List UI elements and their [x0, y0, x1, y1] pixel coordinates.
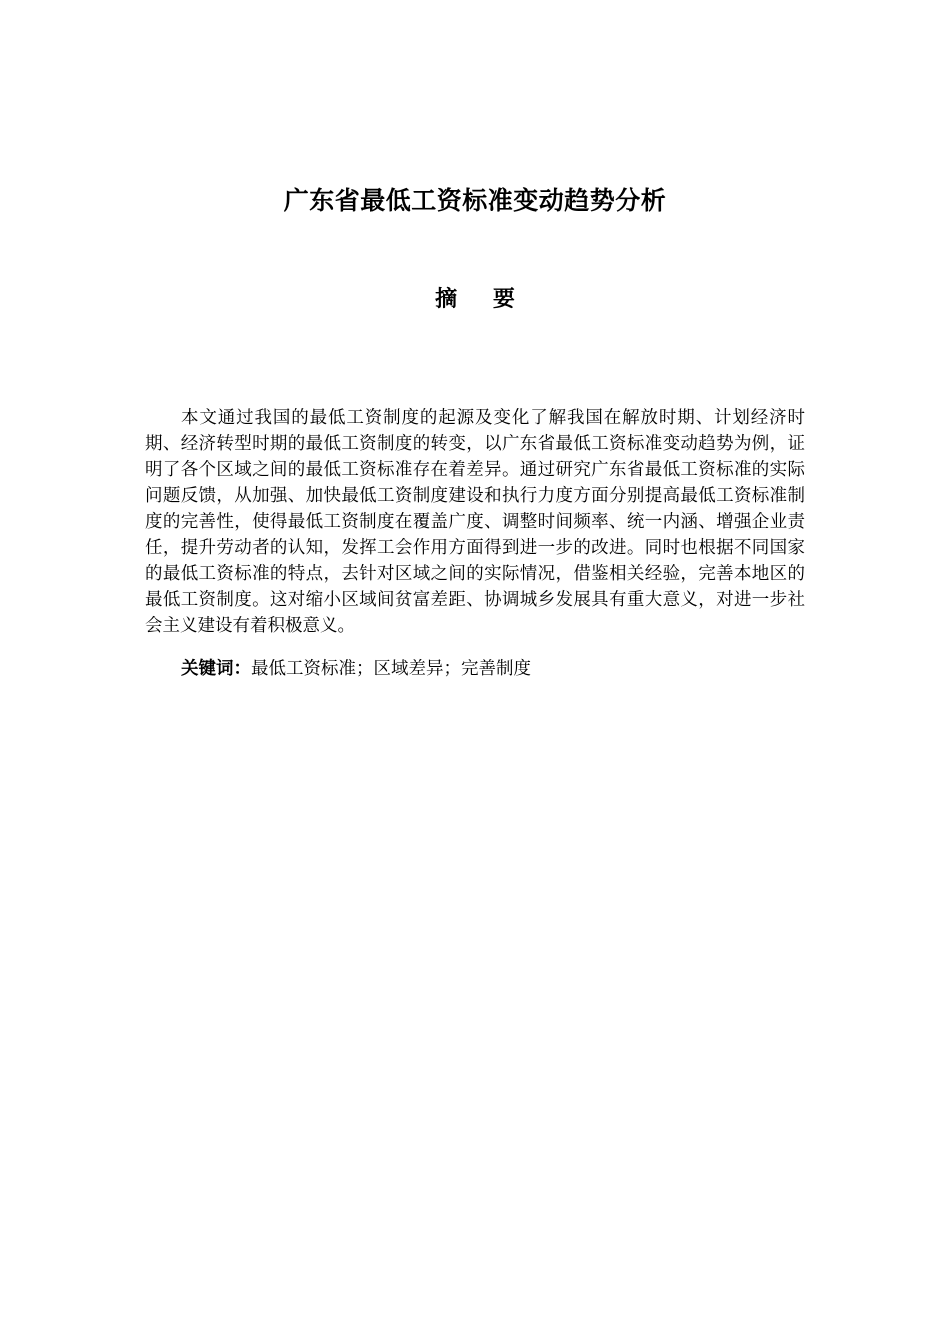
abstract-paragraph: 本文通过我国的最低工资制度的起源及变化了解我国在解放时期、计划经济时期、经济转型时期的最低工资制度的转变，以广东省最低工资标准变动趋势为例，证明了各个区域之间的最低工资标准存在着差异。通过研究广东省最低工资标准的实际问题反馈，从加强、加快最低工资制度建设和执行力度方面分别提高最低工资标准制度的完善性，使得最低工资制度在覆盖广度、调整时间频率、统一内涵、增强企业责任，提升劳动者的认知，发挥工会作用方面得到进一步的改进。同时也根据不同国家的最低工资标准的特点，去针对区域之间的实际情况，借鉴相关经验，完善本地区的最低工资制度。这对缩小区域间贫富差距、协调城乡发展具有重大意义，对进一步社会主义建设有着积极意义。 — [145, 408, 805, 636]
keywords-text: 最低工资标准；区域差异；完善制度 — [251, 659, 531, 679]
abstract-heading: 摘 要 — [435, 287, 529, 312]
keywords-line — [181, 656, 805, 682]
document-title: 广东省最低工资标准变动趋势分析 — [283, 186, 667, 215]
keywords-label: 关键词： — [181, 659, 251, 679]
